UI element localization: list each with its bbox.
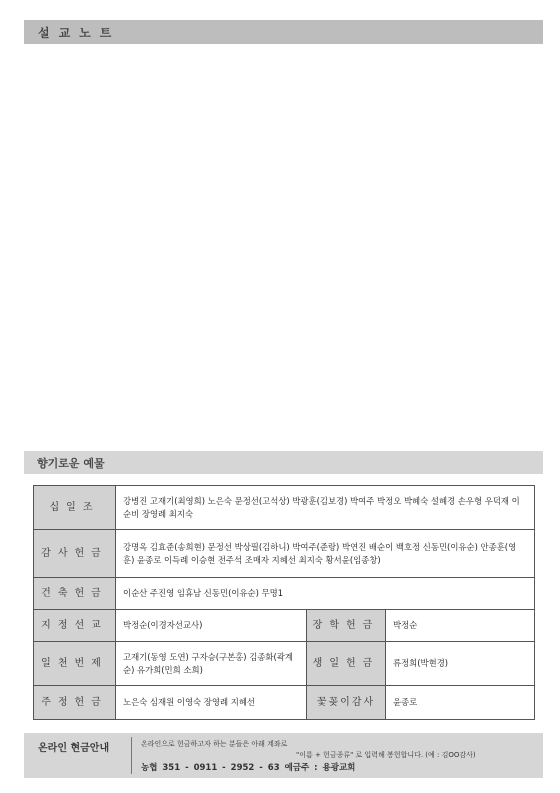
online-offering-instructions: 온라인으로 헌금하고자 하는 분들은 아래 계좌로 xyxy=(141,740,288,748)
offering-row-tithe xyxy=(34,486,535,530)
offerings-table xyxy=(33,485,535,720)
offering-names-birthday: 류정희(박현경) xyxy=(386,642,535,686)
offering-row-building xyxy=(34,578,535,610)
offering-names-flowers: 윤종로 xyxy=(386,686,535,720)
offering-names-scholarship: 박정순 xyxy=(386,610,535,642)
offerings-section-title: 향기로운 예물 xyxy=(37,456,105,470)
offering-label-flowers: 꽃꽂이감사 xyxy=(307,686,386,720)
sermon-notes-header xyxy=(24,20,543,44)
offerings-section-header xyxy=(24,451,543,474)
offering-label-building: 건축헌금 xyxy=(34,578,116,610)
offering-names-weekly: 노은숙 심재원 이영숙 장영례 지혜선 xyxy=(116,686,307,720)
sermon-notes-area[interactable] xyxy=(24,44,543,444)
offering-names-tithe: 강병진 고재기(최영희) 노은숙 문정선(고석상) 박광훈(김보경) 박여주 박정오 박혜숙 설혜경 손우형 우덕재 이순비 장영례 최지숙 xyxy=(116,486,535,530)
offering-label-ilcheon: 일천번제 xyxy=(34,642,116,686)
footer-divider xyxy=(131,737,132,774)
sermon-notes-title: 설교노트 xyxy=(38,25,121,40)
offering-row-designated xyxy=(34,610,535,642)
offering-label-birthday: 생일헌금 xyxy=(307,642,386,686)
offering-row-ilcheon xyxy=(34,642,535,686)
offering-names-thanks: 강명옥 김효준(송희현) 문정선 박상필(김하니) 박여주(준랑) 박연진 배순이 백호정 신동민(이유순) 안종훈(영훈) 윤종로 이득례 이승현 전주석 조매자 지혜선 최지숙 황서윤(임종창) xyxy=(116,530,535,578)
offering-row-thanks xyxy=(34,530,535,578)
offering-label-weekly: 주정헌금 xyxy=(34,686,116,720)
offering-label-thanks: 감사헌금 xyxy=(34,530,116,578)
online-offering-footer xyxy=(24,733,543,778)
offering-row-weekly xyxy=(34,686,535,720)
offering-names-building: 이순산 주진영 임휴남 신동민(이유순) 무명1 xyxy=(116,578,535,610)
offering-label-designated-mission: 지정선교 xyxy=(34,610,116,642)
online-offering-example: "이름 + 헌금종류" 로 입력해 봉헌합니다. (예 : 김OO감사) xyxy=(296,751,476,759)
bank-account-info: 농협 351 - 0911 - 2952 - 63 예금주 : 용광교회 xyxy=(141,763,356,773)
offering-label-scholarship: 장학헌금 xyxy=(307,610,386,642)
offering-names-ilcheon: 고재기(동영 도연) 구자승(구본홍) 김종화(곽계순) 유가희(민희 소희) xyxy=(116,642,307,686)
online-offering-title: 온라인 현금안내 xyxy=(38,743,110,754)
offering-names-designated-mission: 박정순(이경자선교사) xyxy=(116,610,307,642)
offering-label-tithe: 십일조 xyxy=(34,486,116,530)
